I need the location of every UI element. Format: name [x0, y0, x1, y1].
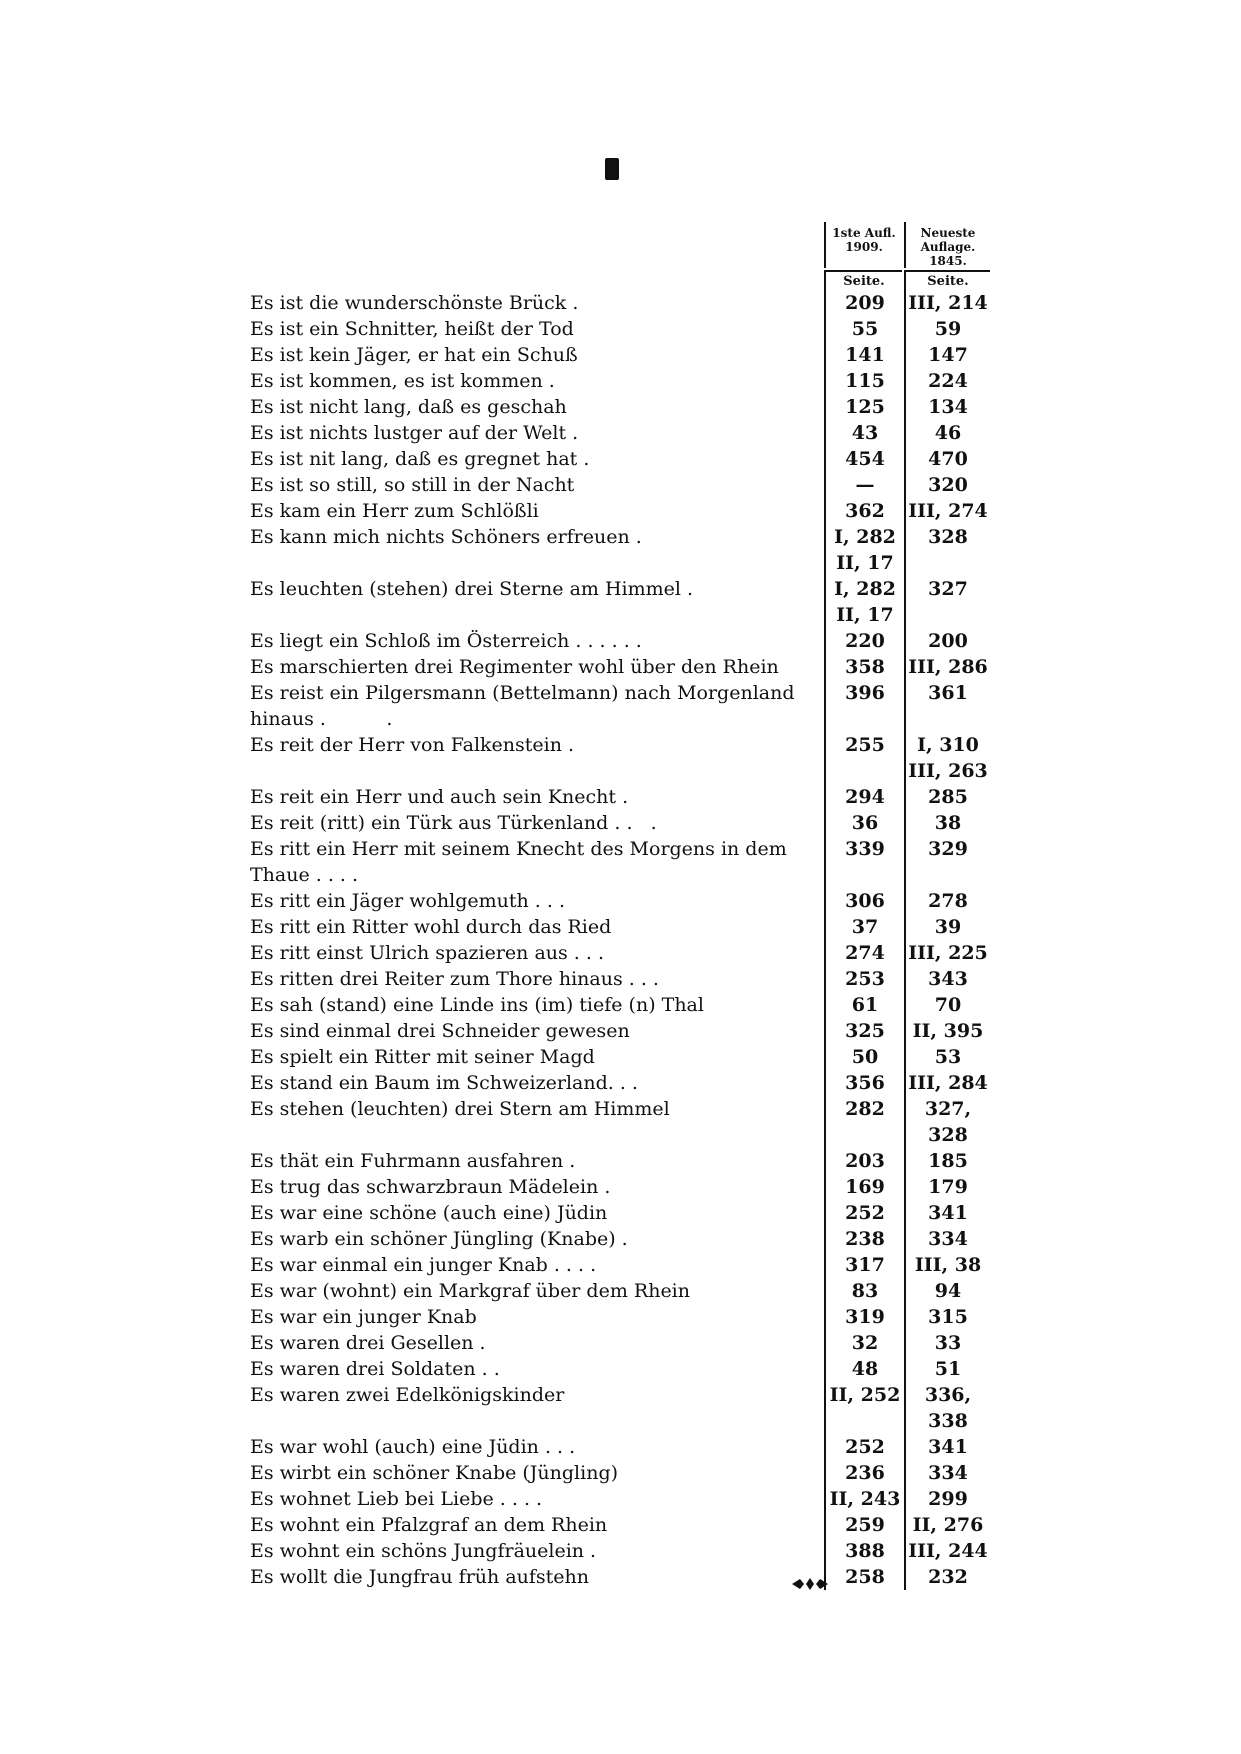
edition-2-page: 200 [904, 628, 990, 654]
edition-2-page: 94 [904, 1278, 990, 1304]
song-title: Es wohnt ein schöns Jungfräuelein . [250, 1540, 597, 1562]
edition-2-page: 179 [904, 1174, 990, 1200]
index-table [246, 222, 990, 1590]
edition-2-page: III, 38 [904, 1252, 990, 1278]
footer-ornament [790, 1577, 830, 1591]
edition-1-header: 1ste Aufl. 1909. [824, 222, 902, 268]
index-row [246, 1356, 990, 1382]
edition-2-page: III, 274 [904, 498, 990, 524]
song-title: Es war eine schöne (auch eine) Jüdin [250, 1202, 608, 1224]
edition-2-page: 343 [904, 966, 990, 992]
song-title: Es sind einmal drei Schneider gewesen [250, 1020, 630, 1042]
edition-2-page: 341 [904, 1200, 990, 1226]
index-row [246, 966, 990, 992]
page-number-mark [605, 158, 619, 180]
song-title: Es reit der Herr von Falkenstein . [250, 734, 575, 756]
edition-1-page: 325 [824, 1018, 904, 1044]
index-row [246, 1564, 990, 1590]
song-title: Es wollt die Jungfrau früh aufstehn [250, 1566, 590, 1588]
song-title: Es war ein junger Knab [250, 1306, 477, 1328]
song-title: Es kam ein Herr zum Schlößli [250, 500, 539, 522]
edition-2-page: 51 [904, 1356, 990, 1382]
edition-1-page: 356 [824, 1070, 904, 1096]
edition-2-page: 38 [904, 810, 990, 836]
song-title: Es ist nicht lang, daß es geschah [250, 396, 567, 418]
edition-1-page: II, 243 [824, 1486, 904, 1512]
edition-2-page: 53 [904, 1044, 990, 1070]
edition-2-page: III, 214 [904, 290, 990, 316]
edition-2-page: 327, 328 [904, 1096, 990, 1148]
index-row [246, 368, 990, 394]
edition-1-page: 258 [824, 1564, 904, 1590]
index-row [246, 524, 990, 576]
index-row [246, 888, 990, 914]
index-row [246, 446, 990, 472]
index-row [246, 1486, 990, 1512]
edition-1-page: — [824, 472, 904, 498]
edition-1-page: 238 [824, 1226, 904, 1252]
edition-2-page: 33 [904, 1330, 990, 1356]
song-title: Es reit ein Herr und auch sein Knecht . [250, 786, 629, 808]
edition-2-page: 46 [904, 420, 990, 446]
index-row [246, 1330, 990, 1356]
index-row [246, 810, 990, 836]
index-row [246, 576, 990, 628]
song-title: Es spielt ein Ritter mit seiner Magd [250, 1046, 595, 1068]
song-title: Es leuchten (stehen) drei Sterne am Himmel . [250, 578, 694, 600]
edition-2-header: Neueste Auflage. 1845. [904, 222, 990, 268]
edition-2-page: 470 [904, 446, 990, 472]
edition-1-page: 203 [824, 1148, 904, 1174]
edition-2-page: 329 [904, 836, 990, 888]
song-title: Es ist so still, so still in der Nacht [250, 474, 575, 496]
edition-1-page: 141 [824, 342, 904, 368]
index-row [246, 1252, 990, 1278]
edition-2-page: 315 [904, 1304, 990, 1330]
song-title: Es ist die wunderschönste Brück . [250, 292, 579, 314]
index-row [246, 290, 990, 316]
song-title: Es ritten drei Reiter zum Thore hinaus . . . [250, 968, 659, 990]
table-header [246, 222, 990, 290]
song-title: Es stehen (leuchten) drei Stern am Himmel [250, 1098, 670, 1120]
edition-2-page: III, 284 [904, 1070, 990, 1096]
edition-2-page: 185 [904, 1148, 990, 1174]
song-title: Es wirbt ein schöner Knabe (Jüngling) [250, 1462, 619, 1484]
edition-2-page: III, 244 [904, 1538, 990, 1564]
song-title: Es marschierten drei Regimenter wohl über den Rhein [250, 656, 779, 678]
edition-1-page: 220 [824, 628, 904, 654]
song-title: Es war wohl (auch) eine Jüdin . . . [250, 1436, 576, 1458]
index-row [246, 1538, 990, 1564]
edition-2-page: 328 [904, 524, 990, 576]
index-row [246, 1278, 990, 1304]
edition-1-page: 55 [824, 316, 904, 342]
index-row [246, 1460, 990, 1486]
song-title: Es thät ein Fuhrmann ausfahren . [250, 1150, 576, 1172]
edition-1-page: 388 [824, 1538, 904, 1564]
edition-2-page: 232 [904, 1564, 990, 1590]
edition-2-page: 134 [904, 394, 990, 420]
index-row [246, 992, 990, 1018]
song-title: Es trug das schwarzbraun Mädelein . [250, 1176, 611, 1198]
index-row [246, 680, 990, 732]
index-row [246, 498, 990, 524]
song-title: Es ritt ein Ritter wohl durch das Ried [250, 916, 612, 938]
index-row [246, 914, 990, 940]
index-row [246, 316, 990, 342]
edition-2-page: I, 310 III, 263 [904, 732, 990, 784]
index-row [246, 1226, 990, 1252]
edition-2-page: 70 [904, 992, 990, 1018]
edition-1-page: 454 [824, 446, 904, 472]
edition-2-page: 299 [904, 1486, 990, 1512]
edition-1-page: 50 [824, 1044, 904, 1070]
edition-1-page: 358 [824, 654, 904, 680]
edition-1-page: 319 [824, 1304, 904, 1330]
index-row [246, 1044, 990, 1070]
index-row [246, 394, 990, 420]
song-title: Es stand ein Baum im Schweizerland. . . [250, 1072, 638, 1094]
edition-1-page: I, 282 II, 17 [824, 576, 904, 628]
song-title: Es war (wohnt) ein Markgraf über dem Rhein [250, 1280, 690, 1302]
edition-1-page: 36 [824, 810, 904, 836]
song-title: Es reist ein Pilgersmann (Bettelmann) nach Morgenland hinaus . . [250, 682, 801, 730]
index-row [246, 784, 990, 810]
index-row [246, 472, 990, 498]
song-title: Es reit (ritt) ein Türk aus Türkenland . . . [250, 812, 657, 834]
edition-2-page: 327 [904, 576, 990, 628]
edition-2-page: 320 [904, 472, 990, 498]
edition-1-page: 83 [824, 1278, 904, 1304]
edition-1-page-label: Seite. [824, 270, 902, 290]
edition-1-page: 115 [824, 368, 904, 394]
edition-1-page: 236 [824, 1460, 904, 1486]
edition-2-page: II, 395 [904, 1018, 990, 1044]
index-row [246, 1148, 990, 1174]
edition-2-page: 285 [904, 784, 990, 810]
index-row [246, 1434, 990, 1460]
edition-2-page: 224 [904, 368, 990, 394]
edition-2-page: 334 [904, 1226, 990, 1252]
index-row [246, 654, 990, 680]
edition-1-page: 396 [824, 680, 904, 732]
edition-1-page: 169 [824, 1174, 904, 1200]
index-row [246, 1018, 990, 1044]
edition-2-page: 147 [904, 342, 990, 368]
edition-1-page: 48 [824, 1356, 904, 1382]
index-row [246, 1174, 990, 1200]
edition-2-page: 336, 338 [904, 1382, 990, 1434]
song-title: Es waren drei Soldaten . . [250, 1358, 500, 1380]
song-title: Es wohnt ein Pfalzgraf an dem Rhein [250, 1514, 608, 1536]
edition-1-page: 362 [824, 498, 904, 524]
song-title: Es ist nichts lustger auf der Welt . [250, 422, 579, 444]
song-title: Es ist kommen, es ist kommen . [250, 370, 555, 392]
index-row [246, 1512, 990, 1538]
edition-2-page: III, 225 [904, 940, 990, 966]
index-row [246, 1382, 990, 1434]
song-title: Es ist nit lang, daß es gregnet hat . [250, 448, 590, 470]
song-title: Es liegt ein Schloß im Österreich . . . . . . [250, 630, 642, 652]
edition-1-page: 259 [824, 1512, 904, 1538]
index-row [246, 940, 990, 966]
song-title: Es war einmal ein junger Knab . . . . [250, 1254, 597, 1276]
song-title: Es waren drei Gesellen . [250, 1332, 486, 1354]
edition-2-page: 278 [904, 888, 990, 914]
song-title: Es wohnet Lieb bei Liebe . . . . [250, 1488, 543, 1510]
index-row [246, 1304, 990, 1330]
edition-1-page: 43 [824, 420, 904, 446]
index-row [246, 732, 990, 784]
edition-1-page: 32 [824, 1330, 904, 1356]
edition-1-page: 209 [824, 290, 904, 316]
index-row [246, 1070, 990, 1096]
edition-2-page: 361 [904, 680, 990, 732]
song-title: Es sah (stand) eine Linde ins (im) tiefe (n) Thal [250, 994, 704, 1016]
edition-2-page: 59 [904, 316, 990, 342]
edition-1-page: II, 252 [824, 1382, 904, 1434]
song-title: Es kann mich nichts Schöners erfreuen . [250, 526, 642, 548]
index-row [246, 1096, 990, 1148]
edition-1-page: 274 [824, 940, 904, 966]
song-title: Es ist kein Jäger, er hat ein Schuß [250, 344, 578, 366]
edition-2-page: III, 286 [904, 654, 990, 680]
edition-2-page: 39 [904, 914, 990, 940]
index-rows [246, 290, 990, 1590]
edition-2-page-label: Seite. [904, 270, 990, 290]
edition-2-page: 334 [904, 1460, 990, 1486]
song-title: Es warb ein schöner Jüngling (Knabe) . [250, 1228, 628, 1250]
edition-1-page: 61 [824, 992, 904, 1018]
edition-1-page: 253 [824, 966, 904, 992]
edition-1-page: 125 [824, 394, 904, 420]
song-title: Es ritt ein Jäger wohlgemuth . . . [250, 890, 565, 912]
edition-1-page: 339 [824, 836, 904, 888]
song-title: Es ist ein Schnitter, heißt der Tod [250, 318, 574, 340]
song-title: Es waren zwei Edelkönigskinder [250, 1384, 565, 1406]
edition-1-page: 306 [824, 888, 904, 914]
edition-1-page: 252 [824, 1200, 904, 1226]
song-title: Es ritt einst Ulrich spazieren aus . . . [250, 942, 605, 964]
index-row [246, 1200, 990, 1226]
edition-1-page: 282 [824, 1096, 904, 1148]
song-title: Es ritt ein Herr mit seinem Knecht des Morgens in dem Thaue . . . . [250, 838, 793, 886]
edition-1-page: 255 [824, 732, 904, 784]
edition-1-page: 294 [824, 784, 904, 810]
edition-2-page: 341 [904, 1434, 990, 1460]
index-row [246, 628, 990, 654]
edition-1-page: 317 [824, 1252, 904, 1278]
edition-1-page: I, 282 II, 17 [824, 524, 904, 576]
index-row [246, 342, 990, 368]
edition-1-page: 37 [824, 914, 904, 940]
index-row [246, 836, 990, 888]
index-row [246, 420, 990, 446]
edition-2-page: II, 276 [904, 1512, 990, 1538]
edition-1-page: 252 [824, 1434, 904, 1460]
